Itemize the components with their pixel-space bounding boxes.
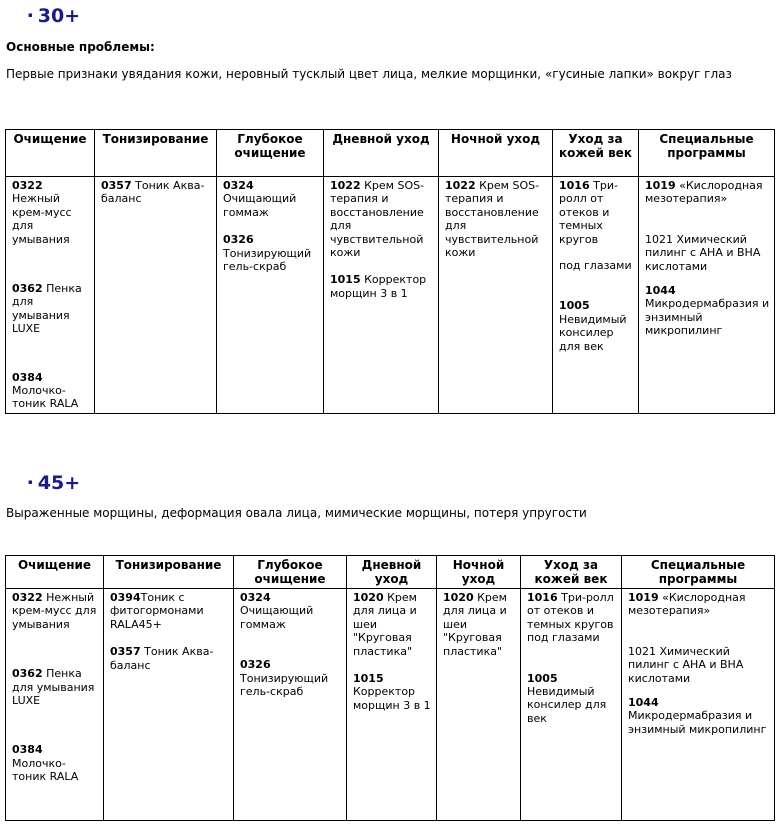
header-eyelid-care: Уход за кожей век (553, 130, 639, 177)
header-night-care: Ночной уход (437, 556, 521, 589)
product-item: 1016 Три-ролл от отеков и темных кругов (559, 179, 618, 246)
product-item: 0394Тоник с фитогормонами RALA45+ (110, 591, 204, 631)
product-item: 0322 Нежный крем-мусс для умывания (12, 179, 72, 246)
product-item: 0357 Тоник Аква-баланс (101, 179, 205, 206)
product-item: 0384 Молочко-тоник RALA (12, 743, 79, 784)
problems-heading: Основные проблемы: (6, 40, 155, 54)
header-deep-cleansing: Глубокое очищение (234, 556, 347, 589)
product-item: 1015 Корректор морщин 3 в 1 (353, 672, 431, 712)
product-item: 1020 Крем для лица и шеи "Круговая пластика" (353, 591, 417, 658)
section-description: Первые признаки увядания кожи, неровный тусклый цвет лица, мелкие морщинки, «гусиные лапки» вокруг глаз (6, 67, 732, 81)
product-item: 1021 Химический пилинг с АНА и ВНА кислотами (645, 232, 761, 273)
product-item: 1044 Микродермабразия и энзимный микропилинг (645, 284, 770, 338)
header-cleansing: Очищение (6, 130, 95, 177)
product-item: 0326 Тонизирующий гель-скраб (240, 658, 329, 699)
cell-toning (95, 177, 217, 414)
product-item: 0384 Молочко-тоник RALA (12, 370, 79, 411)
header-night-care: Ночной уход (439, 130, 553, 177)
care-table-30 (5, 129, 775, 414)
product-item: 1019 «Кислородная мезотерапия» (628, 591, 746, 618)
product-item: 0324 Очищающий гоммаж (223, 179, 297, 219)
product-item: 0326 Тонизирующий гель-скраб (223, 233, 312, 274)
cell-night-care (439, 177, 553, 414)
product-item: 1022 Крем SOS-терапия и восстановление для чувствительной кожи (445, 179, 540, 260)
cell-cleansing (6, 589, 104, 821)
table-header-row (6, 556, 775, 589)
section-description: Выраженные морщины, деформация овала лица, мимические морщины, потеря упругости (6, 506, 587, 520)
cell-toning (104, 589, 234, 821)
cell-eyelid-care (521, 589, 622, 821)
header-special-programs: Специальные программы (622, 556, 775, 589)
table-header-row (6, 130, 775, 177)
product-item: 1020 Крем для лица и шеи "Круговая пластика" (443, 591, 507, 658)
care-table-45 (5, 555, 775, 821)
cell-day-care (324, 177, 439, 414)
product-item: 1005 Невидимый консилер для век (559, 299, 627, 353)
header-special-programs: Специальные программы (639, 130, 775, 177)
age-heading-45: ▪ 45+ (28, 472, 81, 494)
product-item: под глазами (559, 259, 632, 273)
cell-deep-cleansing (234, 589, 347, 821)
product-item: 1016 Три-ролл от отеков и темных кругов под глазами (527, 591, 614, 645)
cell-special-programs (622, 589, 775, 821)
cell-deep-cleansing (217, 177, 324, 414)
product-item: 1021 Химический пилинг с АНА и ВНА кислотами (628, 644, 744, 685)
bullet-icon: ▪ (28, 477, 33, 486)
product-item: 1005 Невидимый консилер для век (527, 671, 607, 725)
product-item: 1022 Крем SOS-терапия и восстановление для чувствительной кожи (330, 179, 425, 260)
product-item: 0324 Очищающий гоммаж (240, 591, 314, 631)
product-item: 0362 Пенка для умывания LUXE (12, 282, 82, 336)
header-toning: Тонизирование (95, 130, 217, 177)
header-eyelid-care: Уход за кожей век (521, 556, 622, 589)
table-row (6, 589, 775, 821)
age-heading-30: ▪ 30+ (28, 5, 81, 27)
product-item: 0362 Пенка для умывания LUXE (12, 667, 95, 708)
cell-eyelid-care (553, 177, 639, 414)
header-deep-cleansing: Глубокое очищение (217, 130, 324, 177)
cell-special-programs (639, 177, 775, 414)
header-toning: Тонизирование (104, 556, 234, 589)
product-item: 1015 Корректор морщин 3 в 1 (330, 273, 427, 300)
header-cleansing: Очищение (6, 556, 104, 589)
bullet-icon: ▪ (28, 10, 33, 19)
product-item: 0322 Нежный крем-мусс для умывания (12, 591, 97, 631)
cell-day-care (347, 589, 437, 821)
cell-cleansing (6, 177, 95, 414)
product-item: 1019 «Кислородная мезотерапия» (645, 179, 763, 206)
header-day-care: Дневной уход (324, 130, 439, 177)
product-item: 1044 Микродермабразия и энзимный микропилинг (628, 696, 767, 736)
product-item: 0357 Тоник Аква-баланс (110, 645, 214, 672)
cell-night-care (437, 589, 521, 821)
table-row (6, 177, 775, 414)
header-day-care: Дневной уход (347, 556, 437, 589)
